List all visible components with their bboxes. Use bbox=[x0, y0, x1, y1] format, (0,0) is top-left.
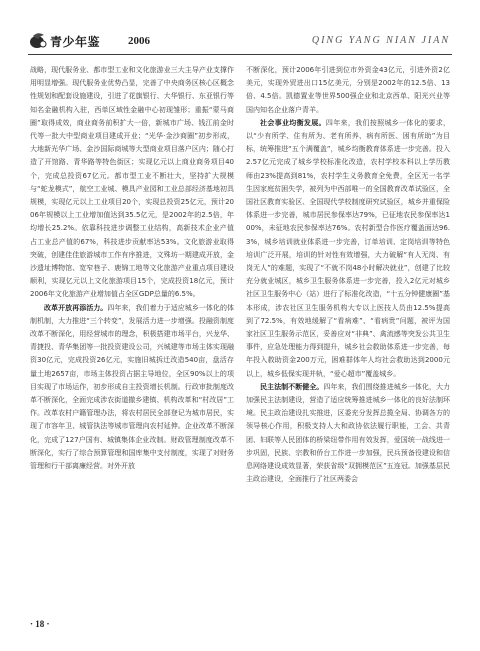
paragraph-text: 四年来，我们按照城乡一体化的要求，以“少有所学、住有所为、老有所养、病有所医、困有所助”为目标，统筹推进“五个满覆盖”，城乡均衡教育体系进一步完善。投入2.57亿元完成了城乡学校标准化改造，农村学校本科以上学历教师由23%提高到81%，农村学生义务教育全免费，全区无一名学生因家庭贫困失学，被列为中西部唯一的全国教育改革试验区，全国社区教育实验区、全国现代学校制度研究试验区，城乡并重保险体系进一步完善，城市居民参保率达79%，已征地农民参保率达100%，未征地农民参保率达76%。农村新型合作医疗覆盖面达96.3%，城乡培训就业体系进一步完善，订单培训、定岗培训等特色培训广泛开展，培训的针对性有效增强，大力破解“有人无岗、有岗无人”的难题，实现了“不就不岗48小时解决就业”，创建了比较充分就业城区，城乡卫生服务体系进一步完善，投入2亿元对城乡社区卫生服务中心（站）进行了标准化改造，“十五分钟健康圈”基本形成，涉农社区卫生服务机构大专以上医技人员由12.5%提高到了72.5%，有效地缓解了“看病难”、“看病贵”问题，被评为国家社区卫生服务示范区，妥善应对“非典”、禽流感等突发公共卫生事件，应急处理能力得到提升，城乡社会救助体系进一步完善，每年投入救助资金200万元，困难群体年人均社会救助达到2000元以上，城乡低保实现并轨，“爱心超市”覆盖城乡。 bbox=[246, 118, 451, 378]
running-header bbox=[28, 30, 452, 55]
header-english-title: QING YANG NIAN JIAN bbox=[311, 35, 450, 46]
paragraph bbox=[246, 117, 450, 381]
section-lead: 改革开放再添活力。 bbox=[44, 303, 108, 312]
paragraph: 不断深化，预计2006年引进到位市外资金43亿元，引进外资2亿美元，实现外贸进出口15亿美元，分别是2002年的12.5倍、13倍、4.5倍。凯德置业等世界500强企业和北京西单、阳光兴业等国内知名企业落户青羊。 bbox=[246, 66, 450, 114]
paragraph-text: 四年来，我们着力于适应城乡一体化的体制机制，大力推进“三个转变”，发展活力进一步增强。投融资制度改革不断深化，用经营城市的理念，积极搭建市场平台，兴龙华、青捷投、青华集团等一批投资建设公司，兴城建等市场主体实现融资30亿元，完成投资26亿元，实施旧城拆迁改造540亩，盘活存量土地2657亩，市场主体投资占据主导地位，全区90%以上的项目实现了市场运作，初步形成自主投资增长机制。行政审批制度改革不断深化，全面完成涉农街道撤乡建镇、机构改革和“村改居”工作。改革农村户籍管理办法，将农村居民全部登记为城市居民，实现了市容年卫、城管执法等城市管理向农村延伸。企业改革不断深化，完成了127户国有、城镇集体企业改制。财政管理制度改革不断深化，实行了综合预算管理和国库集中支付制度，实现了对财务管理和行干部离廉经营。对外开放 bbox=[30, 303, 235, 471]
left-column bbox=[30, 64, 234, 473]
page-number: · 18 · bbox=[30, 619, 50, 629]
publication-year: 2006 bbox=[128, 35, 150, 47]
publication-logo-icon bbox=[28, 32, 48, 50]
right-column bbox=[246, 64, 450, 487]
section-lead: 社会事业均衡发展。 bbox=[260, 118, 326, 127]
section-lead: 民主法制不断健全。 bbox=[260, 382, 324, 391]
paragraph bbox=[246, 381, 450, 487]
publication-title: 青少年鉴 bbox=[50, 35, 101, 49]
paragraph: 战略，现代服务业、都市型工业和文化旅游业三大主导产业支撑作用明显增强。现代服务业优势凸显，完善了中央商务区核心区概念性规划和配套设施建设，引进了花旗银行、大华银行、东亚银行等知名金融机构入驻，西单区域性金融中心初现雏形；重振“蒙马商圈”取得成效，商业商务前积扩大一倍，新城市广场、钱江前金时代等一批大中型商业项目建成开业；“光华·金沙商圈”初步形成，大地新光华广场、金沙国际商城等大型商业项目落户区内；随心打造了开馆路、青华路等特色街区；实现亿元以上商业商务项目40个，完成总投资67亿元。都市型工业不断壮大，坚持扩大规模与“蛇龙模式”，航空工业城、模具产业园和工业总部经济基地初具规模，实现亿元以上工业项目20个，实现总投资25亿元，预计2006年规模以上工业增加值达到35.5亿元，是2002年的2.5倍，年均增长25.2%。依靠科技进步调整工业结构，高新技术企业产值占工业总产值的67%，科技进步贡献率达53%。文化旅游业取得突破，创建佳佳旅游城市工作有序推进，文殊坊一期建成开放，金沙遗址博物馆、宽窄巷子、鹿锦工地等文化旅游产业重点项目建设顺利，实现亿元以上文化旅游项目15个，完成投资18亿元，预计2006年文化旅游产业增加值占全区GDP总量的6.5%。 bbox=[30, 66, 234, 299]
article-body bbox=[30, 64, 450, 604]
paragraph-text: 四年来，我们围绕推进城乡一体化，大力加强民主法制建设，营造了适应统筹推进城乡一体化的良好法制环境。民主政治建设扎实推进，区委充分发挥总揽全局、协调各方的领导核心作用，积极支持人大和政协依法履行职能，工会、共青团、妇联等人民团体的桥梁纽带作用有效发挥，爱国统一战线进一步巩固，民族、宗教和侨台工作进一步加强，民兵预备役建设和信息网络建设成效显著，荣获省级“双拥模范区”五连冠。加强基层民主政治建设，全面推行了社区两委会 bbox=[246, 382, 451, 484]
paragraph bbox=[30, 302, 234, 474]
